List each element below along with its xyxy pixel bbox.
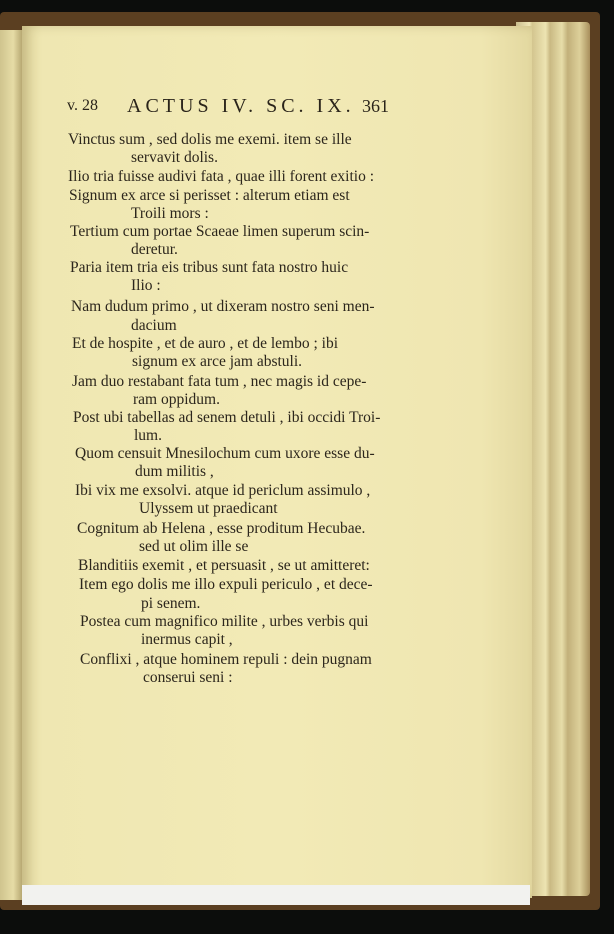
page-number: 361: [362, 96, 389, 116]
text-line: deretur.: [131, 241, 178, 258]
text-line: Nam dudum primo , ut dixeram nostro seni men-: [71, 298, 375, 315]
text-line: inermus capit ,: [141, 631, 233, 648]
text-line: ram oppidum.: [133, 391, 220, 408]
text-line: dacium: [131, 317, 177, 334]
facing-page-edge: [0, 30, 22, 900]
text-line: Et de hospite , et de auro , et de lembo ; ibi: [72, 335, 339, 352]
text-line: Troili mors :: [131, 205, 209, 222]
text-line: Conflixi , atque hominem repuli : dein pugnam: [80, 651, 372, 668]
text-line: Post ubi tabellas ad senem detuli , ibi occidi Troi-: [73, 409, 381, 426]
text-line: Quom censuit Mnesilochum cum uxore esse du-: [75, 445, 375, 462]
text-line: servavit dolis.: [131, 149, 218, 166]
text-line: Jam duo restabant fata tum , nec magis id cepe-: [72, 373, 367, 390]
text-line: dum militis ,: [135, 463, 214, 480]
text-line: Tertium cum portae Scaeae limen superum scin-: [70, 223, 370, 240]
text-line: Ilio tria fuisse audivi fata , quae illi forent exitio :: [68, 168, 375, 185]
text-line: Vinctus sum , sed dolis me exemi. item se ille: [68, 131, 352, 148]
text-line: Postea cum magnifico milite , urbes verbis qui: [80, 613, 369, 630]
running-header: [0, 97, 614, 125]
page-title: ACTUS IV. SC. IX.: [127, 95, 355, 117]
text-line: Ulyssem ut praedicant: [139, 500, 278, 517]
text-line: Paria item tria eis tribus sunt fata nostro huic: [70, 259, 349, 276]
text-line: pi senem.: [141, 595, 201, 612]
text-line: sed ut olim ille se: [139, 538, 249, 555]
text-line: Ibi vix me exsolvi. atque id periclum assimulo ,: [75, 482, 371, 499]
bottom-margin-strip: [22, 885, 530, 905]
text-line: lum.: [134, 427, 162, 444]
text-line: Item ego dolis me illo expuli periculo , et dece-: [79, 576, 373, 593]
text-line: Blanditiis exemit , et persuasit , se ut amitteret:: [78, 557, 370, 574]
verse-number: v. 28: [67, 97, 98, 114]
text-line: conserui seni :: [143, 669, 233, 686]
text-line: Cognitum ab Helena , esse proditum Hecubae.: [77, 520, 366, 537]
text-line: signum ex arce jam abstuli.: [132, 353, 303, 370]
text-line: Signum ex arce si perisset : alterum etiam est: [69, 187, 350, 204]
text-line: Ilio :: [131, 277, 161, 294]
